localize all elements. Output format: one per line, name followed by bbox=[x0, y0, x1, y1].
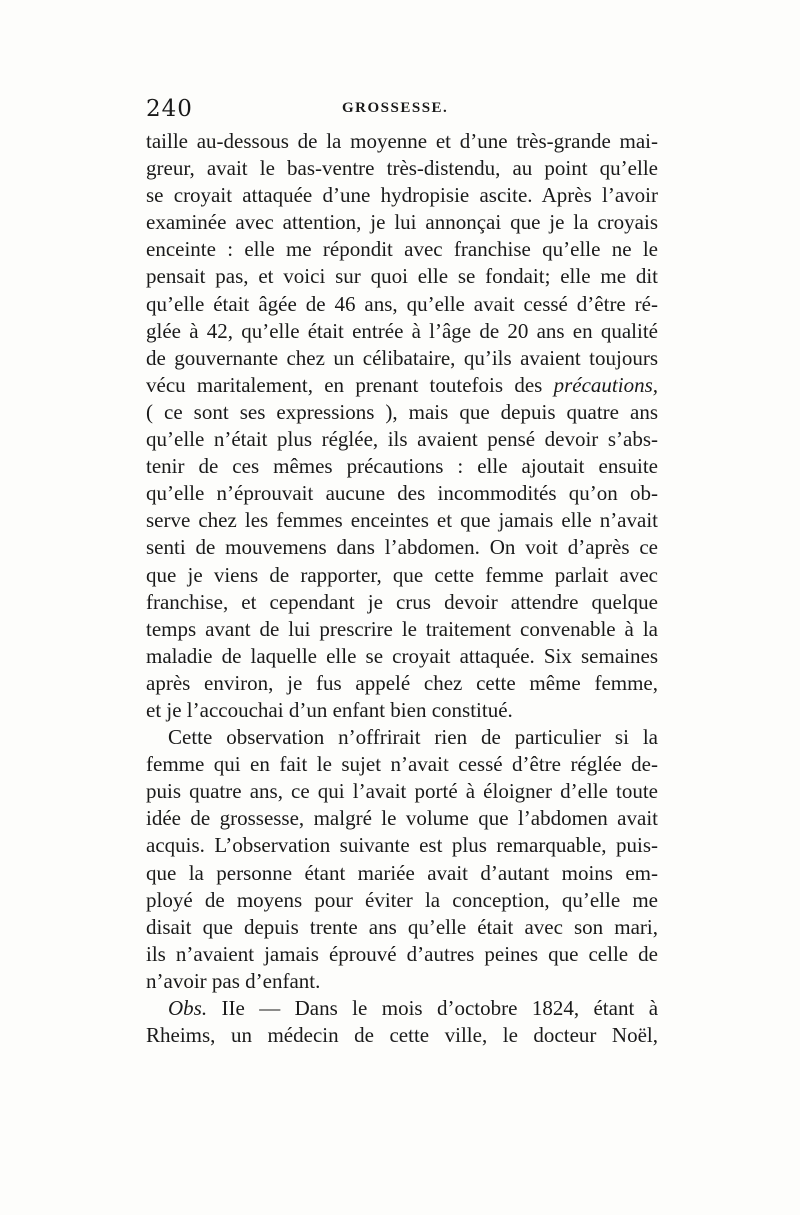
text-line: que je viens de rapporter, que cette femme parlait avec bbox=[146, 562, 658, 587]
text-line: pensait pas, et voici sur quoi elle se fondait; elle me dit bbox=[146, 264, 658, 289]
body-text bbox=[146, 128, 658, 1049]
text-line: qu’elle était âgée de 46 ans, qu’elle avait cessé d’être ré- bbox=[146, 291, 658, 316]
text-line: greur, avait le bas-ventre très-distendu, au point qu’elle bbox=[146, 156, 658, 181]
text-line: se croyait attaquée d’une hydropisie ascite. Après l’avoir bbox=[146, 183, 658, 208]
text-line: tenir de ces mêmes précautions : elle ajoutait ensuite bbox=[146, 454, 658, 479]
text-line: que la personne étant mariée avait d’autant moins em- bbox=[146, 860, 658, 885]
text-line: n’avoir pas d’enfant. bbox=[146, 968, 321, 993]
italic-word: précautions, bbox=[553, 372, 659, 397]
text-line: ( ce sont ses expressions ), mais que depuis quatre ans bbox=[146, 399, 658, 424]
text-line: enceinte : elle me répondit avec franchise qu’elle ne le bbox=[146, 237, 658, 262]
text-line: maladie de laquelle elle se croyait attaquée. Six semaines bbox=[146, 643, 658, 668]
text-line-part: — Dans le mois d’octobre 1824, étant à bbox=[259, 996, 659, 1020]
obs-line bbox=[146, 995, 658, 1022]
text-line: serve chez les femmes enceintes et que jamais elle n’avait bbox=[146, 508, 658, 533]
text-line: ils n’avaient jamais éprouvé d’autres peines que celle de bbox=[146, 941, 658, 966]
page-number: 240 bbox=[146, 96, 193, 122]
obs-label: Obs. bbox=[168, 996, 208, 1020]
text-line: après environ, je fus appelé chez cette même femme, bbox=[146, 670, 658, 695]
text-line: puis quatre ans, ce qui l’avait porté à éloigner d’elle toute bbox=[146, 779, 658, 804]
obs-number: IIe bbox=[221, 996, 245, 1020]
text-line: disait que depuis trente ans qu’elle était avec son mari, bbox=[146, 914, 658, 939]
running-title: GROSSESSE. bbox=[342, 100, 449, 116]
text-line: taille au-dessous de la moyenne et d’une très-grande mai- bbox=[146, 129, 658, 153]
text-line: glée à 42, qu’elle était entrée à l’âge de 20 ans en qualité bbox=[146, 318, 658, 343]
text-line: senti de mouvemens dans l’abdomen. On voit d’après ce bbox=[146, 535, 658, 560]
text-line: qu’elle n’éprouvait aucune des incommodités qu’on ob- bbox=[146, 481, 658, 506]
text-line: Rheims, un médecin de cette ville, le docteur Noël, bbox=[146, 1023, 658, 1048]
text-line-part: vécu maritalement, en prenant toutefois des bbox=[146, 372, 543, 397]
text-line-precautions bbox=[146, 372, 658, 399]
running-head bbox=[146, 96, 658, 126]
text-line: idée de grossesse, malgré le volume que l’abdomen avait bbox=[146, 806, 658, 831]
text-line: et je l’accouchai d’un enfant bien constitué. bbox=[146, 697, 513, 722]
text-line: examinée avec attention, je lui annonçai que je la croyais bbox=[146, 210, 658, 235]
text-line: qu’elle n’était plus réglée, ils avaient pensé devoir s’abs- bbox=[146, 427, 658, 452]
text-line: femme qui en fait le sujet n’avait cessé d’être réglée de- bbox=[146, 752, 658, 777]
text-line: temps avant de lui prescrire le traitement convenable à la bbox=[146, 616, 658, 641]
text-line: de gouvernante chez un célibataire, qu’ils avaient toujours bbox=[146, 345, 658, 370]
text-line: franchise, et cependant je crus devoir attendre quelque bbox=[146, 589, 658, 614]
text-line: ployé de moyens pour éviter la conception, qu’elle me bbox=[146, 887, 658, 912]
text-line: acquis. L’observation suivante est plus remarquable, puis- bbox=[146, 833, 658, 858]
text-line: Cette observation n’offrirait rien de particulier si la bbox=[168, 725, 658, 750]
